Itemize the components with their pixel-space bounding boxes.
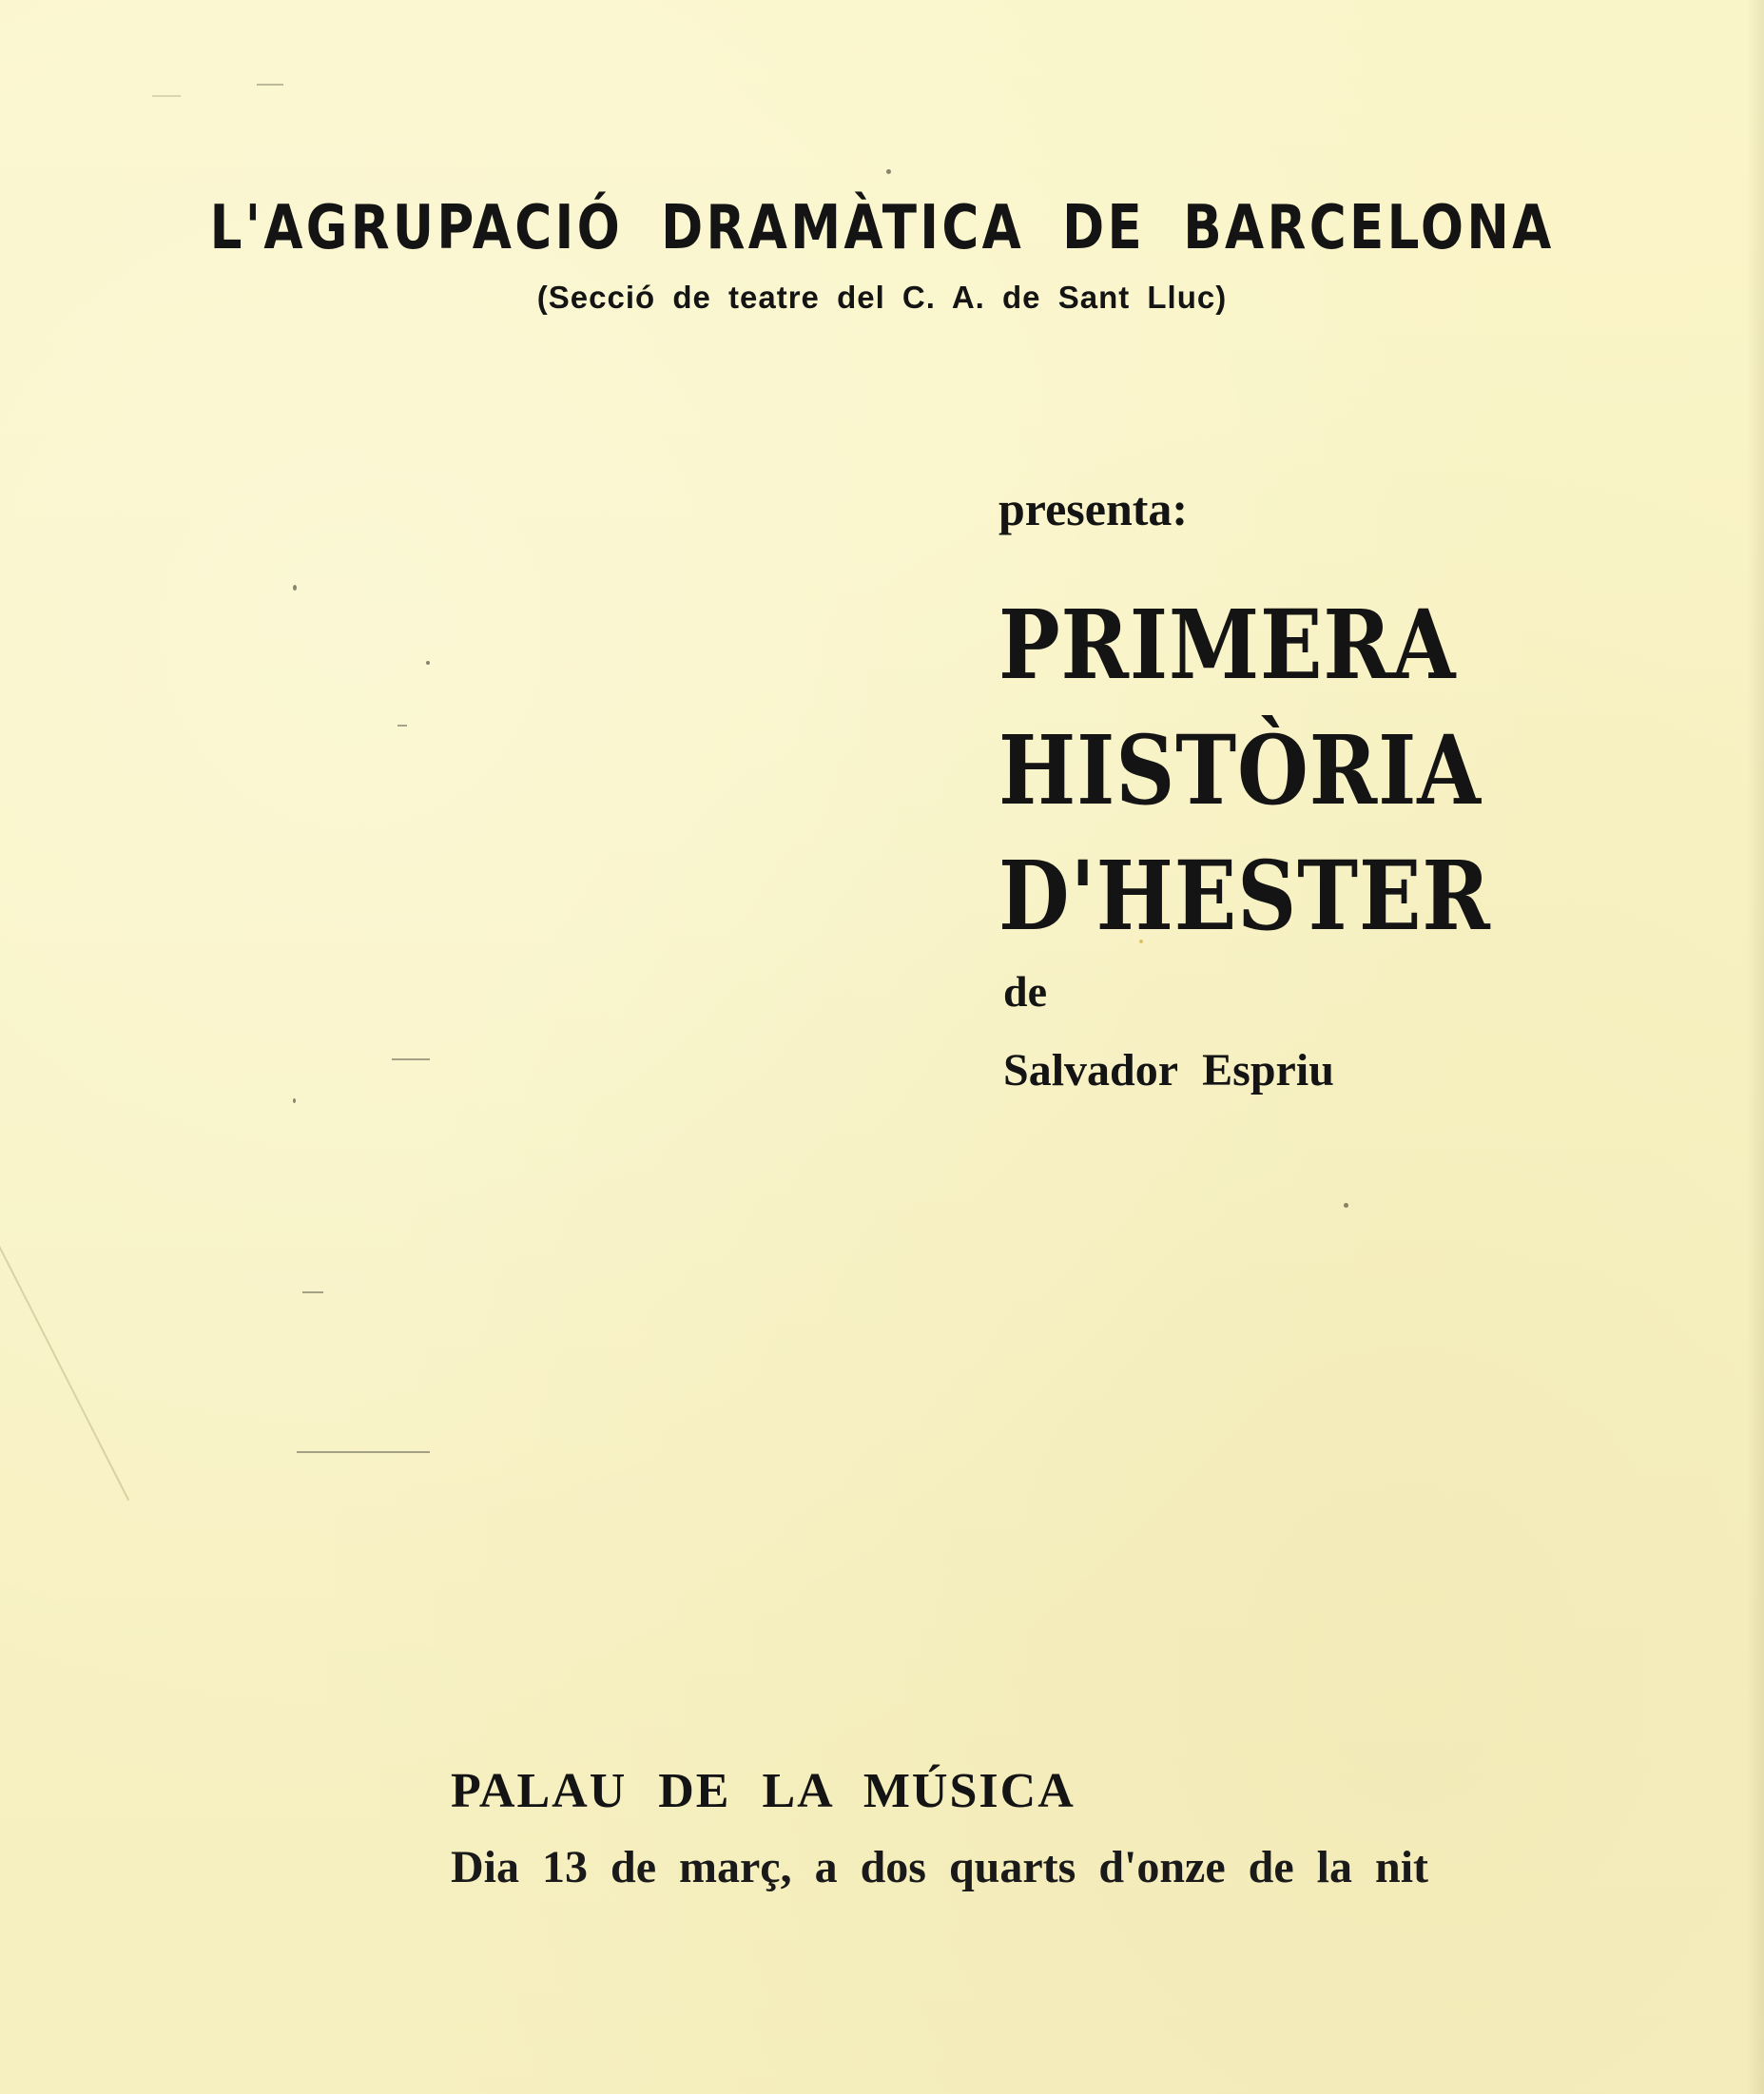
by-label: de	[1003, 967, 1047, 1016]
print-mark	[297, 1451, 430, 1453]
organization-subtitle: (Secció de teatre del C. A. de Sant Lluc)	[536, 280, 1228, 315]
organization-name: L'AGRUPACIÓ DRAMÀTICA DE BARCELONA	[209, 193, 1555, 263]
paper-edge-shadow	[1747, 0, 1764, 2094]
play-title-line: PRIMERA	[998, 589, 1457, 701]
venue-name: PALAU DE LA MÚSICA	[451, 1764, 1076, 1818]
header	[0, 193, 1764, 315]
print-mark	[152, 95, 181, 97]
print-mark	[392, 1058, 430, 1060]
print-mark	[257, 84, 283, 86]
paper-speck	[886, 169, 891, 174]
paper-crease	[0, 1246, 129, 1501]
play-title-line: HISTÒRIA	[998, 714, 1482, 826]
print-mark	[302, 1291, 323, 1293]
play-title-line: D'HESTER	[998, 840, 1491, 952]
presents-label: presenta:	[998, 482, 1189, 535]
paper-speck	[426, 661, 430, 665]
event-date-time: Dia 13 de març, a dos quarts d'onze de la nit	[451, 1842, 1429, 1892]
author-name: Salvador Espriu	[1003, 1045, 1334, 1095]
print-mark	[397, 725, 407, 727]
play-title	[998, 582, 1491, 959]
paper-speck	[293, 1098, 296, 1103]
paper-speck	[1344, 1203, 1348, 1208]
paper-speck	[293, 585, 297, 591]
